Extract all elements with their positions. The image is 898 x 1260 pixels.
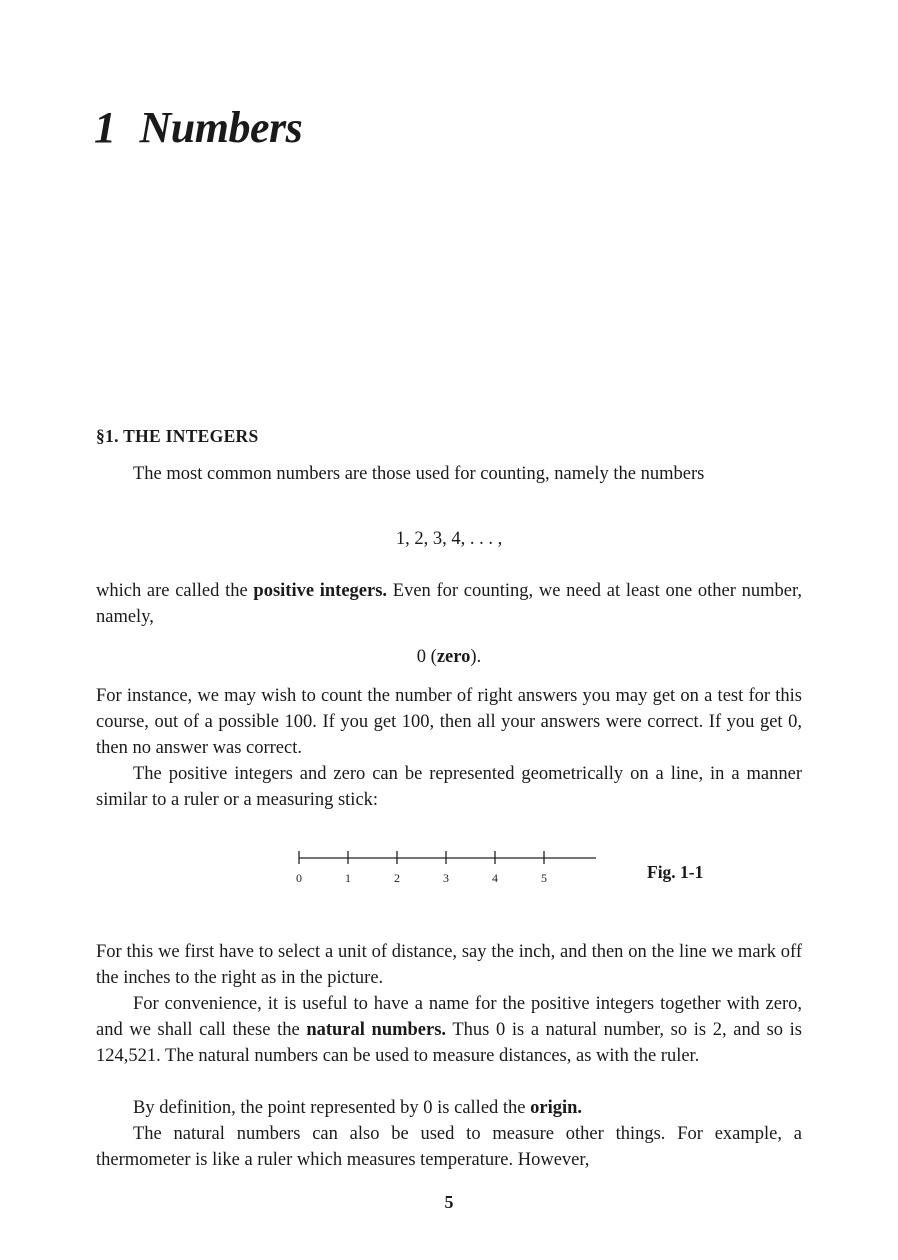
paragraph-3: For instance, we may wish to count the number of right answers you may get on a test for this course, out of a possible 100. If you get 100, then all your answers were correct. If you get 0, then no answer was correct. [96, 686, 802, 758]
page-number: 5 [444, 1192, 454, 1212]
paragraph-2-text-a: which are called the [96, 581, 254, 601]
tick-label-3: 3 [443, 871, 449, 885]
term-natural-numbers: natural numbers. [306, 1020, 447, 1040]
tick-label-5: 5 [541, 871, 547, 885]
paragraph-2 [96, 578, 802, 630]
term-zero: zero [436, 647, 471, 667]
chapter-heading [94, 102, 302, 153]
display-positive-integers: 1, 2, 3, 4, . . . , [395, 529, 503, 549]
term-positive-integers: positive integers. [253, 581, 388, 601]
number-line-figure [290, 844, 610, 890]
paragraph-8: The natural numbers can also be used to measure other things. For example, a thermometer is like a ruler which measures temperature. However, [96, 1124, 802, 1170]
paragraph-2-text-b: Even for counting, we need at least one other number, namely, [96, 581, 802, 627]
paragraph-7-text-a: By definition, the point represented by 0 is called the [133, 1098, 531, 1118]
paragraph-6-text-b: Thus 0 is a natural number, so is 2, and so is 124,521. The natural numbers can be used to measure distances, as with the ruler. [96, 1020, 802, 1066]
paragraph-6 [96, 991, 802, 1069]
paragraph-7 [96, 1095, 802, 1121]
paragraph-4: The positive integers and zero can be represented geometrically on a line, in a manner similar to a ruler or a measuring stick: [96, 764, 802, 810]
section-heading: §1. THE INTEGERS [96, 426, 259, 446]
tick-label-2: 2 [394, 871, 400, 885]
display-zero [0, 644, 898, 670]
figure-label: Fig. 1-1 [647, 862, 704, 882]
display-zero-b: ). [470, 647, 482, 667]
chapter-title: Numbers [139, 103, 303, 152]
term-origin: origin. [530, 1098, 583, 1118]
chapter-number: 1 [94, 103, 116, 152]
paragraph-5: For this we first have to select a unit of distance, say the inch, and then on the line we mark off the inches to the right as in the picture. [96, 942, 802, 988]
display-zero-a: 0 ( [416, 647, 437, 667]
number-line-ticks [296, 851, 547, 885]
paragraph-1: The most common numbers are those used for counting, namely the numbers [133, 464, 705, 484]
paragraph-6-text-a: For convenience, it is useful to have a name for the positive integers together with zero, and we shall call these the [96, 994, 802, 1040]
tick-label-4: 4 [492, 871, 498, 885]
tick-label-0: 0 [296, 871, 302, 885]
tick-label-1: 1 [345, 871, 351, 885]
